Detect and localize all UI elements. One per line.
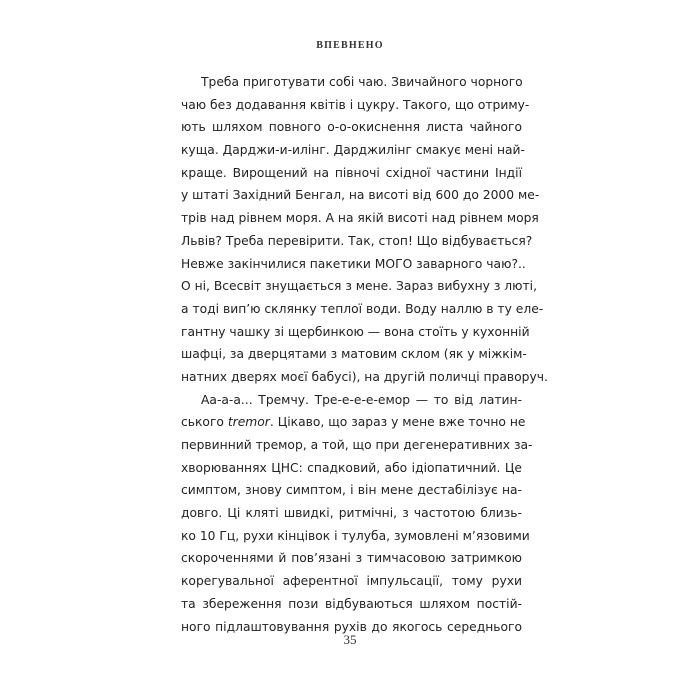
body-text (181, 71, 548, 638)
text-fragment: . Цікаво, що зараз у мене вже точно не (269, 415, 526, 430)
text-fragment: тремор, а той, що при дегенеративних за- (255, 438, 533, 452)
text-line: куща. Дарджи-и-илінг. Дарджилінг смакує мені най- (181, 143, 525, 158)
text-line: скороченнями й пов’язані з тимчасовою затримкою (181, 551, 522, 566)
text-line: Львів? Треба перевірити. Так, стоп! Що відбувається? (181, 233, 533, 248)
text-line: симптом, знову симптом, і він мене дестабілізує на- (181, 483, 522, 498)
text-line: гантну чашку зі щербинкою — вона стоїть у кухонній (181, 324, 530, 339)
text-line: чаю без додавання квітів і цукру. Такого, що отриму- (181, 97, 530, 112)
text-line: Треба приготувати собі чаю. Звичайного чорного (201, 75, 523, 89)
text-line: хворюваннях ЦНС: спадковий, або ідіопатичний. Це (181, 460, 522, 475)
text-line: О ні, Всесвіт знущається з мене. Зараз вибухну з люті, (181, 279, 537, 294)
text-line-with-italic (181, 411, 526, 434)
text-line (181, 434, 533, 457)
text-fragment: ського (181, 415, 228, 430)
text-line: довго. Ці кляті швидкі, ритмічні, з частотою близь- (181, 506, 522, 521)
running-head: ВПЕВНЕНО (316, 40, 384, 51)
text-line: трів над рівнем моря. А на якій висоті над рівнем моря (181, 211, 539, 226)
text-line: у штаті Західний Бенгал, на висоті від 600 до 2000 ме- (181, 188, 540, 203)
text-line: а тоді вип’ю склянку теплої води. Воду наллю в ту еле- (181, 301, 544, 316)
text-line: краще. Вирощений на півночі східної частини Індії (181, 165, 522, 180)
text-line: ко 10 Гц, рухи кінцівок і тулуба, зумовлені м’язовими (181, 528, 530, 543)
text-line: ного підлаштовування рухів до якогось середнього (181, 619, 522, 634)
text-line: ють шляхом повного о-о-окиснення листа чайного (181, 120, 522, 135)
page-number: 35 (343, 632, 357, 647)
text-line: Невже закінчилися пакетики МОГО заварного чаю?.. (181, 256, 526, 271)
text-line: натних дверях моєї бабусі), на другій поличці праворуч. (181, 369, 548, 384)
text-line: Аа-а-а... Тремчу. Тре-е-е-е-емор — то від латин- (201, 392, 522, 407)
italic-term: tremor (227, 415, 270, 430)
text-fragment: первинний (181, 438, 256, 452)
text-line: шафці, за дверцятами з матовим склом (як у міжкім- (181, 347, 527, 362)
text-line: корегувальної аферентної імпульсації, тому рухи (181, 574, 522, 589)
text-line: та збереження пози відбуваються шляхом постій- (181, 596, 522, 611)
